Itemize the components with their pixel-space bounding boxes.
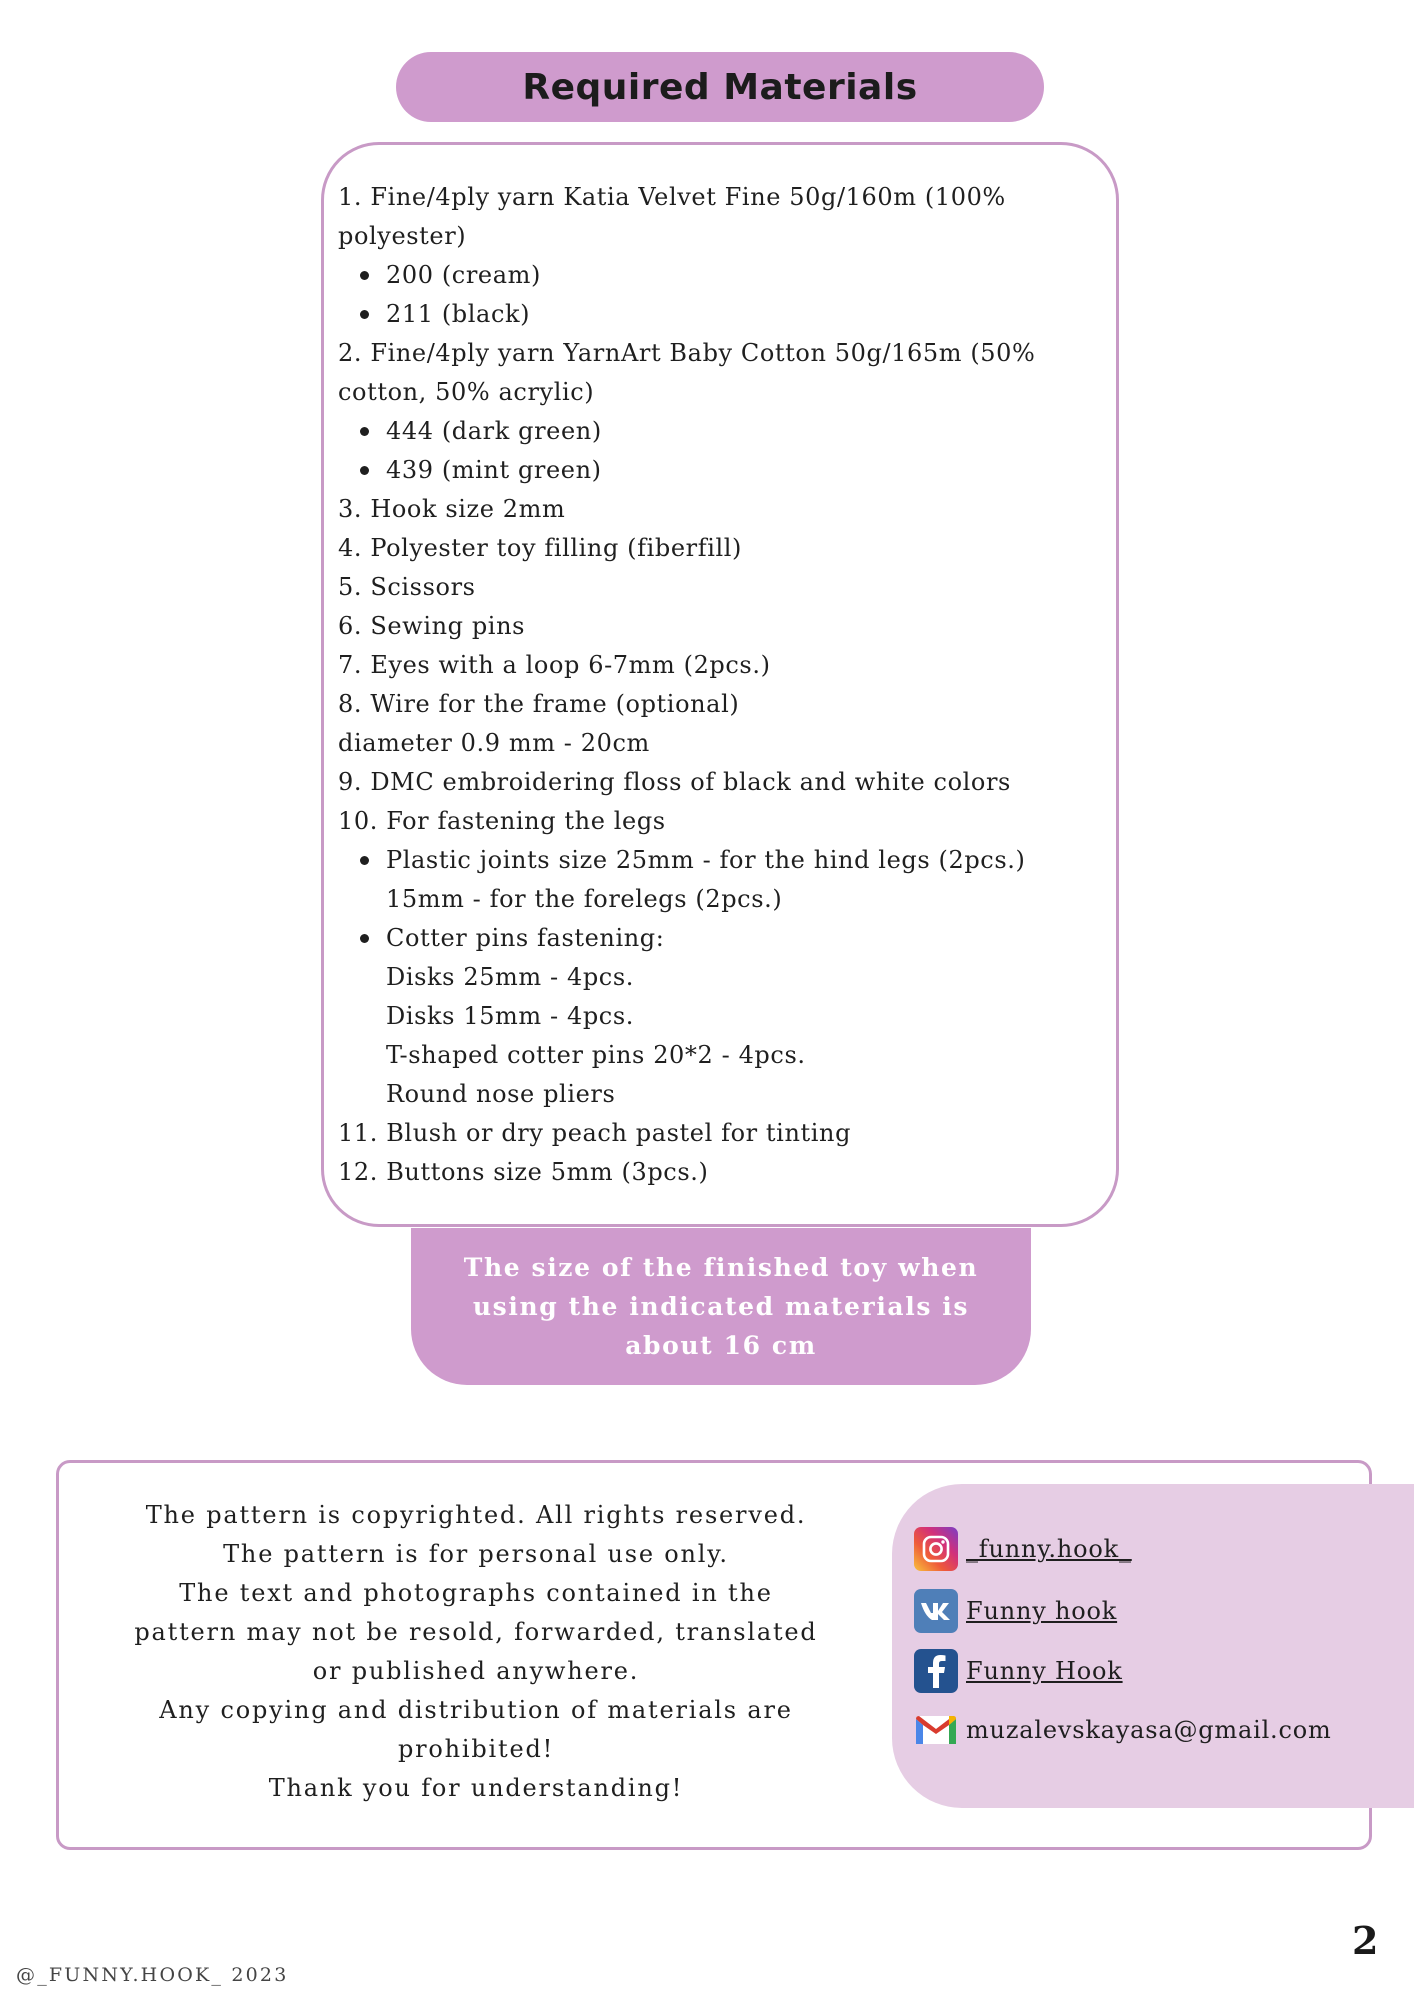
sub-list bbox=[338, 256, 1108, 334]
size-note-line: using the indicated materials is bbox=[472, 1292, 970, 1321]
sub-list bbox=[338, 412, 1108, 490]
sub-list-item: 211 (black) bbox=[386, 295, 1108, 334]
gmail-icon bbox=[914, 1708, 958, 1752]
copyright-line: or published anywhere. bbox=[312, 1657, 640, 1685]
sub-list-line: Cotter pins fastening: bbox=[386, 924, 665, 952]
list-item-line: 2. Fine/4ply yarn YarnArt Baby Cotton 50g/165m (50% bbox=[338, 339, 1036, 367]
copyright-line: The pattern is copyrighted. All rights reserved. bbox=[145, 1501, 807, 1529]
list-item-line: 1. Fine/4ply yarn Katia Velvet Fine 50g/160m (100% bbox=[338, 183, 1006, 211]
sub-list-item: 439 (mint green) bbox=[386, 451, 1108, 490]
footer-handle: @_FUNNY.HOOK_ 2023 bbox=[16, 1964, 289, 1986]
vk-name[interactable]: Funny hook bbox=[966, 1597, 1118, 1625]
instagram-icon bbox=[914, 1527, 958, 1571]
list-item bbox=[338, 685, 1108, 763]
size-note-box bbox=[411, 1228, 1031, 1385]
sub-list-line: Round nose pliers bbox=[386, 1080, 616, 1108]
email-link[interactable] bbox=[914, 1707, 1332, 1753]
copyright-line: The text and photographs contained in the bbox=[179, 1579, 773, 1607]
sub-list-line: Plastic joints size 25mm - for the hind legs (2pcs.) bbox=[386, 846, 1026, 874]
list-item: 4. Polyester toy filling (fiberfill) bbox=[338, 534, 743, 562]
list-item-line: 8. Wire for the frame (optional) bbox=[338, 690, 740, 718]
copyright-line: prohibited! bbox=[397, 1735, 555, 1763]
facebook-name[interactable]: Funny Hook bbox=[966, 1657, 1123, 1685]
list-item: 7. Eyes with a loop 6-7mm (2pcs.) bbox=[338, 651, 771, 679]
copyright-line: Thank you for understanding! bbox=[268, 1774, 684, 1802]
sub-list-line: T-shaped cotter pins 20*2 - 4pcs. bbox=[386, 1041, 806, 1069]
size-note-text bbox=[451, 1248, 991, 1365]
list-item: 12. Buttons size 5mm (3pcs.) bbox=[338, 1158, 709, 1186]
facebook-link[interactable] bbox=[914, 1648, 1123, 1694]
list-item-line: diameter 0.9 mm - 20cm bbox=[338, 729, 650, 757]
sub-list-item: 200 (cream) bbox=[386, 256, 1108, 295]
title-banner bbox=[396, 52, 1044, 122]
list-item: 9. DMC embroidering floss of black and white colors bbox=[338, 768, 1011, 796]
sub-list-line: Disks 25mm - 4pcs. bbox=[386, 963, 634, 991]
page-number: 2 bbox=[1352, 1918, 1379, 1963]
instagram-handle[interactable]: _funny.hook_ bbox=[966, 1535, 1132, 1563]
copyright-line: Any copying and distribution of materials are bbox=[159, 1696, 793, 1724]
page-title: Required Materials bbox=[522, 66, 918, 108]
copyright-line: pattern may not be resold, forwarded, translated bbox=[134, 1618, 818, 1646]
sub-list-item: 444 (dark green) bbox=[386, 412, 1108, 451]
list-item: 11. Blush or dry peach pastel for tinting bbox=[338, 1119, 852, 1147]
email-address[interactable]: muzalevskayasa@gmail.com bbox=[966, 1716, 1332, 1744]
vk-link[interactable] bbox=[914, 1588, 1117, 1634]
vk-icon bbox=[914, 1589, 958, 1633]
list-item: 3. Hook size 2mm bbox=[338, 495, 566, 523]
list-item-line: cotton, 50% acrylic) bbox=[338, 378, 595, 406]
copyright-line: The pattern is for personal use only. bbox=[223, 1540, 729, 1568]
sub-list-line: 15mm - for the forelegs (2pcs.) bbox=[386, 885, 783, 913]
sub-list-item bbox=[386, 841, 1108, 919]
instagram-link[interactable] bbox=[914, 1526, 1132, 1572]
sub-list-item bbox=[386, 919, 1108, 1114]
size-note-line: The size of the finished toy when bbox=[463, 1253, 979, 1282]
list-item: 6. Sewing pins bbox=[338, 612, 526, 640]
sub-list bbox=[338, 841, 1108, 1114]
list-item: 5. Scissors bbox=[338, 573, 476, 601]
list-item-line: polyester) bbox=[338, 222, 467, 250]
list-item bbox=[338, 334, 1108, 412]
sub-list-line: Disks 15mm - 4pcs. bbox=[386, 1002, 634, 1030]
facebook-icon bbox=[914, 1649, 958, 1693]
size-note-line: about 16 cm bbox=[625, 1331, 817, 1360]
copyright-notice bbox=[96, 1496, 856, 1808]
list-item bbox=[338, 178, 1108, 256]
list-item: 10. For fastening the legs bbox=[338, 807, 666, 835]
materials-list bbox=[338, 178, 1108, 1192]
